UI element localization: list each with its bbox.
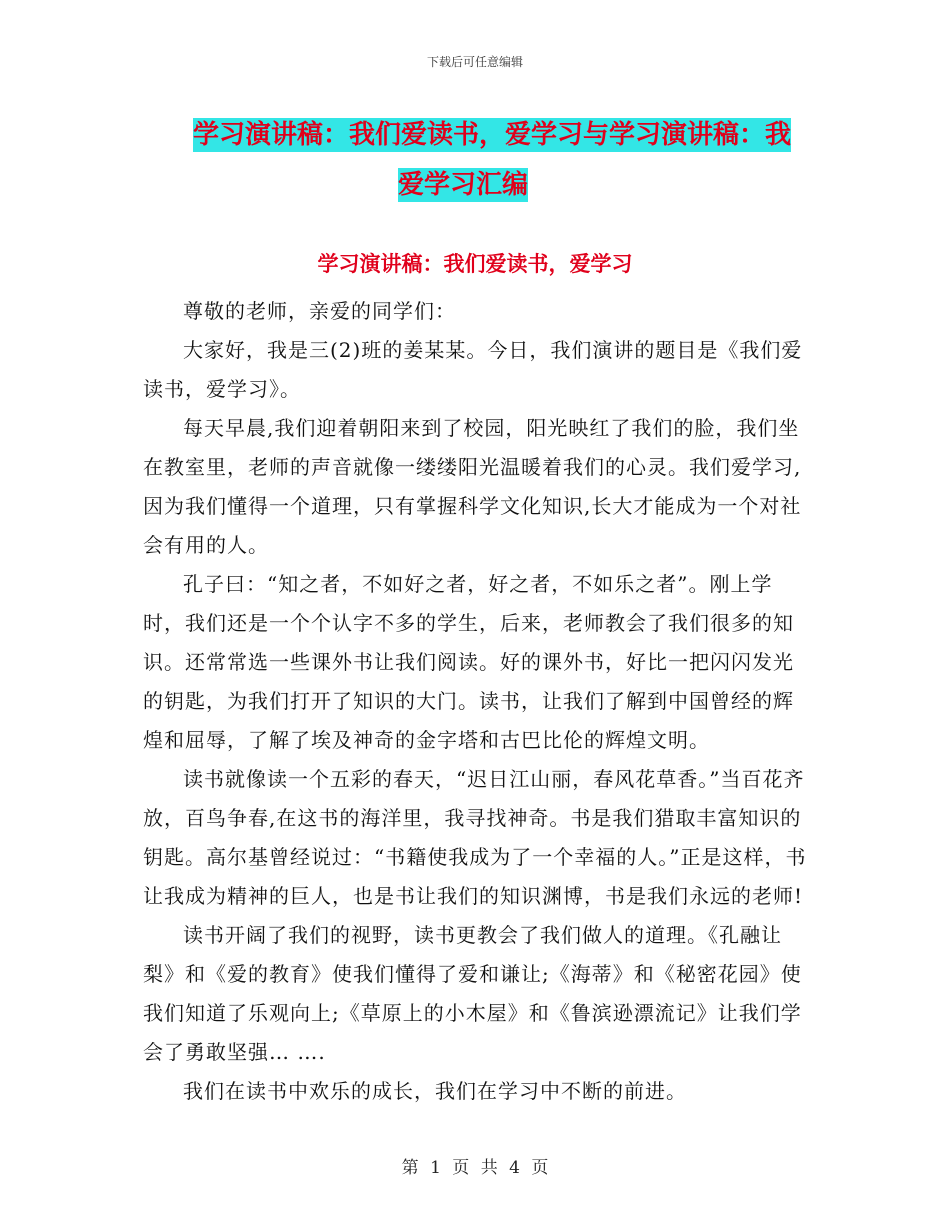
paragraph: 每天早晨,我们迎着朝阳来到了校园，阳光映红了我们的脸，我们坐在教室里，老师的声音就像一缕缕阳光温暖着我们的心灵。我们爱学习,因为我们懂得一个道理，只有掌握科学文化知识,长大才能成为一个对社会有用的人。 <box>143 416 802 557</box>
page-footer: 第 1 页 共 4 页 <box>401 1158 549 1178</box>
paragraph: 读书开阔了我们的视野，读书更教会了我们做人的道理。《孔融让梨》和《爱的教育》使我们懂得了爱和谦让;《海蒂》和《秘密花园》使我们知道了乐观向上;《草原上的小木屋》和《鲁滨逊漂流记》让我们学会了勇敢坚强… …. <box>143 923 802 1064</box>
paragraph: 孔子曰：“知之者，不如好之者，好之者，不如乐之者”。刚上学时，我们还是一个个认字不多的学生，后来，老师教会了我们很多的知识。还常常选一些课外书让我们阅读。好的课外书，好比一把闪闪发光的钥匙，为我们打开了知识的大门。读书，让我们了解到中国曾经的辉煌和屈辱，了解了埃及神奇的金字塔和古巴比伦的辉煌文明。 <box>143 572 794 752</box>
title-line-2: 爱学习汇编 <box>397 170 528 200</box>
body-text <box>143 292 808 1111</box>
header-note: 下载后可任意编辑 <box>426 55 523 69</box>
section-title: 学习演讲稿：我们爱读书，爱学习 <box>317 252 633 276</box>
paragraph: 大家好，我是三(2)班的姜某某。今日，我们演讲的题目是《我们爱读书，爱学习》。 <box>143 338 803 401</box>
title-line-1: 学习演讲稿：我们爱读书，爱学习与学习演讲稿：我 <box>193 120 792 150</box>
paragraph: 我们在读书中欢乐的成长，我们在学习中不断的前进。 <box>183 1079 687 1103</box>
paragraph: 读书就像读一个五彩的春天，“迟日江山丽，春风花草香。”当百花齐放，百鸟争春,在这书的海洋里，我寻找神奇。书是我们猎取丰富知识的钥匙。高尔基曾经说过：“书籍使我成为了一个幸福的人。”正是这样，书让我成为精神的巨人，也是书让我们的知识渊博，书是我们永远的老师! <box>143 767 807 908</box>
document-title <box>193 110 813 210</box>
paragraph: 尊敬的老师，亲爱的同学们： <box>183 299 456 323</box>
